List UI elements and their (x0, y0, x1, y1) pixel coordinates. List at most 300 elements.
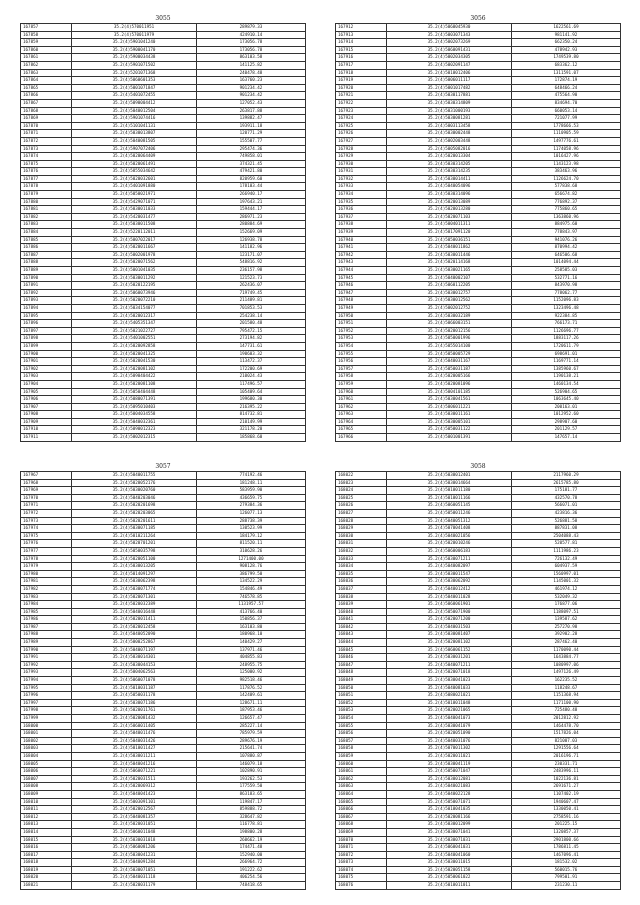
amount-cell: 423816.36 (512, 509, 621, 517)
table-row (21, 563, 306, 571)
amount-cell: 117876.52 (197, 684, 306, 692)
row-id-cell: 167868 (21, 107, 72, 115)
amount-cell: 163760.23 (197, 77, 306, 85)
code-cell: 35.2(4)5030041079 (387, 722, 512, 730)
amount-cell: 1385960.67 (512, 365, 621, 373)
row-id-cell: 167973 (21, 517, 72, 525)
amount-cell: 778062.77 (512, 289, 621, 297)
amount-cell: 526904.65 (512, 388, 621, 396)
table-row (336, 213, 621, 221)
amount-cell: 152940.00 (197, 851, 306, 859)
code-cell: 35.2(4)5030314235 (387, 168, 512, 176)
code-cell: 35.2(4)5040081505 (72, 137, 197, 145)
table-row (336, 84, 621, 92)
amount-cell: 258585.03 (512, 267, 621, 275)
row-id-cell: 168055 (336, 722, 387, 730)
row-id-cell: 167863 (21, 69, 72, 77)
amount-cell: 191222.62 (197, 866, 306, 874)
amount-cell: 289879.33 (197, 24, 306, 32)
amount-cell: 1188097.51 (512, 608, 621, 616)
row-id-cell: 167859 (21, 39, 72, 47)
amount-cell: 328647.82 (197, 813, 306, 821)
amount-cell: 210149.99 (197, 418, 306, 426)
amount-cell: 201225.15 (512, 821, 621, 829)
amount-cell: 128671.11 (197, 699, 306, 707)
amount-cell: 120771.29 (197, 130, 306, 138)
amount-cell: 263817.88 (197, 107, 306, 115)
amount-cell: 532771.16 (512, 274, 621, 282)
amount-cell: 863183.65 (197, 790, 306, 798)
amount-cell: 139882.47 (197, 115, 306, 123)
code-cell: 35.2(4)5020051100 (72, 555, 197, 563)
amount-cell: 142409.61 (197, 692, 306, 700)
code-cell: 35.2(4)5060061152 (387, 646, 512, 654)
table-row (336, 722, 621, 730)
code-cell: 35.2(4)5050404448 (72, 388, 197, 396)
table-row (336, 259, 621, 267)
code-cell: 35.2(4)5002012752 (387, 304, 512, 312)
code-cell: 35.2(4)5006011221 (387, 403, 512, 411)
table-row (336, 525, 621, 533)
amount-cell: 901234.42 (197, 92, 306, 100)
amount-cell: 1174058.96 (512, 145, 621, 153)
code-cell: 35.2(4)5066003151 (387, 320, 512, 328)
amount-cell: 726132.49 (512, 555, 621, 563)
table-row (21, 684, 306, 692)
row-id-cell: 168008 (21, 783, 72, 791)
amount-cell: 778843.97 (512, 229, 621, 237)
row-id-cell: 167884 (21, 229, 72, 237)
amount-cell: 200163.01 (512, 403, 621, 411)
row-id-cell: 167966 (336, 434, 387, 442)
amount-cell: 478942.93 (512, 46, 621, 54)
row-id-cell: 167930 (336, 160, 387, 168)
code-cell: 35.2(4)5020061491 (72, 160, 197, 168)
row-id-cell: 167910 (21, 426, 72, 434)
amount-cell: 1291556.64 (512, 745, 621, 753)
amount-cell: 1497776.61 (512, 137, 621, 145)
row-id-cell: 167977 (21, 547, 72, 555)
code-cell: 35.2(4)5030031201 (387, 654, 512, 662)
code-cell: 35.2(4)5020031511 (72, 775, 197, 783)
row-id-cell: 168021 (21, 882, 72, 890)
row-id-cell: 168018 (21, 859, 72, 867)
amount-cell: 548816.92 (197, 259, 306, 267)
code-cell: 35.2(4)5030071185 (72, 525, 197, 533)
row-id-cell: 167869 (21, 115, 72, 123)
row-id-cell: 167918 (336, 69, 387, 77)
table-row (21, 707, 306, 715)
code-cell: 35.2(4)5030011508 (72, 221, 197, 229)
amount-cell: 660053.14 (512, 107, 621, 115)
row-id-cell: 168004 (21, 752, 72, 760)
amount-cell: 155507.77 (197, 137, 306, 145)
amount-cell: 648466.24 (512, 84, 621, 92)
code-cell: 35.2(4)5220112011 (72, 229, 197, 237)
row-id-cell: 167879 (21, 191, 72, 199)
amount-cell: 908128.76 (197, 563, 306, 571)
code-cell: 35.2(4)5001001391 (387, 434, 512, 442)
table-row (336, 46, 621, 54)
code-cell: 35.2(4)5010011048 (387, 699, 512, 707)
table-row (336, 882, 621, 890)
table-row (21, 175, 306, 183)
code-cell: 35.2(4)5060071221 (72, 768, 197, 776)
table-row (21, 502, 306, 510)
row-id-cell: 167968 (21, 479, 72, 487)
amount-cell: 383463.96 (512, 168, 621, 176)
table-row (21, 669, 306, 677)
amount-cell: 1110905.59 (512, 130, 621, 138)
table-row (336, 859, 621, 867)
code-cell: 35.2(4)5050031178 (72, 692, 197, 700)
table-row (336, 99, 621, 107)
table-row (336, 77, 621, 85)
code-cell: 35.2(4)5020012567 (72, 806, 197, 814)
table-row (21, 77, 306, 85)
amount-cell: 184179.12 (197, 532, 306, 540)
amount-cell: 560015.76 (512, 866, 621, 874)
table-row (21, 115, 306, 123)
row-id-cell: 168053 (336, 707, 387, 715)
table-row (336, 623, 621, 631)
amount-cell: 2901800.66 (512, 836, 621, 844)
amount-cell: 1749539.80 (512, 54, 621, 62)
table-row (21, 107, 306, 115)
amount-cell: 1152096.83 (512, 297, 621, 305)
table-row (21, 403, 306, 411)
code-cell: 35.2(4)5040051312 (387, 517, 512, 525)
code-cell: 35.2(4)5030021165 (387, 267, 512, 275)
table-row (336, 168, 621, 176)
table-row (21, 282, 306, 290)
code-cell: 35.2(4)5030014301 (72, 654, 197, 662)
table-row (21, 168, 306, 176)
amount-cell: 1107402.19 (512, 790, 621, 798)
amount-cell: 479421.80 (197, 168, 306, 176)
table-row (336, 434, 621, 442)
table-row (336, 122, 621, 130)
amount-cell: 216395.22 (197, 403, 306, 411)
row-id-cell: 167949 (336, 304, 387, 312)
amount-cell: 843970.98 (512, 282, 621, 290)
row-id-cell: 167979 (21, 563, 72, 571)
amount-cell: 725480.48 (512, 707, 621, 715)
row-id-cell: 167981 (21, 578, 72, 586)
row-id-cell: 168045 (336, 646, 387, 654)
table-row (21, 828, 306, 836)
row-id-cell: 167923 (336, 107, 387, 115)
table-row (336, 585, 621, 593)
table-row (21, 297, 306, 305)
amount-cell: 1467096.41 (512, 851, 621, 859)
code-cell: 35.2(4)5030117881 (387, 92, 512, 100)
code-cell: 35.2(4)5020031051 (72, 821, 197, 829)
amount-cell: 173056.78 (197, 39, 306, 47)
code-cell: 35.2(4)5030314809 (387, 99, 512, 107)
row-id-cell: 167913 (336, 31, 387, 39)
code-cell: 35.2(4)5030041119 (387, 760, 512, 768)
code-cell: 35.2(4)5010031187 (72, 684, 197, 692)
table-row (336, 677, 621, 685)
table-row (336, 760, 621, 768)
amount-cell: 123171.07 (197, 251, 306, 259)
amount-cell: 683362.12 (512, 61, 621, 69)
code-cell: 35.2(4)5040002107 (387, 274, 512, 282)
code-cell: 35.2(4)5070011302 (387, 745, 512, 753)
row-id-cell: 167927 (336, 137, 387, 145)
row-id-cell: 167940 (336, 236, 387, 244)
table-row (336, 289, 621, 297)
table-row (21, 487, 306, 495)
amount-cell: 863103.58 (197, 54, 306, 62)
amount-cell: 254238.14 (197, 312, 306, 320)
table-row (336, 403, 621, 411)
amount-cell: 526881.58 (512, 517, 621, 525)
table-row (21, 646, 306, 654)
table-row (336, 532, 621, 540)
table-row (21, 350, 306, 358)
code-cell: 35.2(4)5040203046 (72, 494, 197, 502)
code-cell: 35.2(4)5030071041 (387, 828, 512, 836)
code-cell: 35.2(4)5080021021 (387, 692, 512, 700)
amount-cell: 884975.60 (512, 221, 621, 229)
amount-cell: 774192.46 (197, 472, 306, 480)
code-cell: 35.2(4)5060601353 (72, 77, 197, 85)
row-id-cell: 167901 (21, 358, 72, 366)
table-row (21, 137, 306, 145)
table-row (21, 92, 306, 100)
table-row (21, 396, 306, 404)
amount-cell: 141182.96 (197, 244, 306, 252)
row-id-cell: 167924 (336, 115, 387, 123)
row-id-cell: 168025 (336, 494, 387, 502)
row-id-cell: 168065 (336, 798, 387, 806)
amount-cell: 181532.02 (512, 859, 621, 867)
table-row (336, 745, 621, 753)
row-id-cell: 167920 (336, 84, 387, 92)
row-id-cell: 168038 (336, 593, 387, 601)
table-row (336, 61, 621, 69)
code-cell: 35.2(4)5030014664 (387, 479, 512, 487)
table-row (21, 289, 306, 297)
amount-cell: 105409.64 (197, 388, 306, 396)
code-cell: 35.2(4)5900034438 (72, 54, 197, 62)
amount-cell: 295474.36 (197, 145, 306, 153)
table-row (21, 479, 306, 487)
amount-cell: 130523.99 (197, 525, 306, 533)
amount-cell: 126077.13 (197, 509, 306, 517)
row-id-cell: 167858 (21, 31, 72, 39)
amount-cell: 193262.53 (197, 775, 306, 783)
code-cell: 35.2(4)5907072406 (72, 145, 197, 153)
code-cell: 35.2(4)5040011862 (387, 244, 512, 252)
row-id-cell: 168067 (336, 813, 387, 821)
table-row (21, 540, 306, 548)
amount-cell: 834694.70 (512, 99, 621, 107)
table-row (21, 608, 306, 616)
row-id-cell: 167992 (21, 661, 72, 669)
amount-cell: 199680.30 (197, 396, 306, 404)
row-id-cell: 168042 (336, 623, 387, 631)
code-cell: 35.2(4)5020081166 (387, 813, 512, 821)
table-row (21, 775, 306, 783)
amount-cell: 1080997.06 (512, 661, 621, 669)
table-row (336, 737, 621, 745)
table-row (336, 646, 621, 654)
row-id-cell: 167969 (21, 487, 72, 495)
table-row (21, 722, 306, 730)
row-id-cell: 167939 (336, 229, 387, 237)
amount-cell: 287462.40 (512, 639, 621, 647)
amount-cell: 1012952.60 (512, 411, 621, 419)
amount-cell: 1063645.40 (512, 396, 621, 404)
amount-cell: 102890.91 (197, 768, 306, 776)
code-cell: 35.2(4)5030014411 (387, 175, 512, 183)
row-id-cell: 167905 (21, 388, 72, 396)
page-number: 3057 (155, 463, 171, 470)
amount-cell: 2758591.16 (512, 813, 621, 821)
row-id-cell: 168024 (336, 487, 387, 495)
code-cell: 35.2(4)5020081102 (387, 639, 512, 647)
code-cell: 35.2(4)5001041035 (72, 267, 197, 275)
row-id-cell: 167892 (21, 289, 72, 297)
code-cell: 35.2(4)5002034305 (387, 54, 512, 62)
code-cell: 35.2(4)5020012156 (387, 327, 512, 335)
table-row (21, 806, 306, 814)
table-row (21, 206, 306, 214)
row-id-cell: 168062 (336, 775, 387, 783)
page-number: 3055 (155, 15, 171, 22)
amount-cell: 134522.29 (197, 578, 306, 586)
amount-cell: 180968.10 (197, 631, 306, 639)
table-row (336, 563, 621, 571)
code-cell: 35.2(4)5020072210 (72, 297, 197, 305)
table-row (336, 821, 621, 829)
row-id-cell: 167922 (336, 99, 387, 107)
code-cell: 35.2(4)5040022128 (387, 790, 512, 798)
table-row (21, 434, 306, 442)
table-row (336, 555, 621, 563)
row-id-cell: 167904 (21, 380, 72, 388)
amount-cell: 197643.21 (197, 198, 306, 206)
code-cell: 35.2(4)5030011446 (387, 251, 512, 259)
amount-cell: 172874.19 (512, 77, 621, 85)
code-cell: 35.2(4)5030012401 (387, 472, 512, 480)
table-row (336, 669, 621, 677)
row-id-cell: 168037 (336, 585, 387, 593)
table-row (336, 715, 621, 723)
amount-cell: 125000.92 (197, 669, 306, 677)
code-cell: 35.2(4)5034154077 (72, 304, 197, 312)
amount-cell: 981141.92 (512, 31, 621, 39)
table-row (336, 707, 621, 715)
amount-cell: 811520.11 (197, 540, 306, 548)
table-row (21, 46, 306, 54)
row-id-cell: 167919 (336, 77, 387, 85)
code-cell: 35.2(4)5010011011 (387, 882, 512, 890)
table-row (336, 160, 621, 168)
code-cell: 35.2(4)5020011021 (387, 752, 512, 760)
code-cell: 35.2(4)5050071900 (387, 608, 512, 616)
row-id-cell: 167964 (336, 418, 387, 426)
code-cell: 35.2(4)5095010403 (72, 403, 197, 411)
row-id-cell: 167957 (336, 365, 387, 373)
amount-cell: 215641.74 (197, 745, 306, 753)
amount-cell: 187953.46 (197, 707, 306, 715)
row-id-cell: 167871 (21, 130, 72, 138)
row-id-cell: 167903 (21, 373, 72, 381)
row-id-cell: 168058 (336, 745, 387, 753)
table-row (21, 677, 306, 685)
table-row (21, 851, 306, 859)
row-id-cell: 167998 (21, 707, 72, 715)
table-row (21, 380, 306, 388)
row-id-cell: 168001 (21, 730, 72, 738)
table-row (336, 244, 621, 252)
table-row (336, 274, 621, 282)
code-cell: 35.2(4)5060073946 (72, 289, 197, 297)
table-row (21, 304, 306, 312)
code-cell: 35.2(4)5040054096 (387, 183, 512, 191)
table-row (21, 509, 306, 517)
code-cell: 35.2(4)5040011755 (72, 472, 197, 480)
table-row (336, 874, 621, 882)
amount-cell: 1786811.45 (512, 844, 621, 852)
row-id-cell: 167897 (21, 327, 72, 335)
table-row (336, 418, 621, 426)
code-cell: 35.2(4)5010011180 (387, 487, 512, 495)
amount-cell: 1271400.00 (197, 555, 306, 563)
table-row (21, 472, 306, 480)
code-cell: 35.2(4)5030081407 (387, 631, 512, 639)
amount-cell: 941076.26 (512, 236, 621, 244)
amount-cell: 178103.44 (197, 183, 306, 191)
table-row (336, 616, 621, 624)
row-id-cell: 167861 (21, 54, 72, 62)
amount-cell: 1330050.41 (512, 806, 621, 814)
row-id-cell: 167900 (21, 350, 72, 358)
row-id-cell: 168048 (336, 669, 387, 677)
code-cell: 35.2(4)5020032389 (72, 601, 197, 609)
table-row (21, 555, 306, 563)
row-id-cell: 167906 (21, 396, 72, 404)
table-row (336, 221, 621, 229)
code-cell: 35.2(4)5020201611 (72, 517, 197, 525)
table-row (336, 692, 621, 700)
table-row (336, 92, 621, 100)
amount-cell: 231230.11 (512, 882, 621, 890)
row-id-cell: 168040 (336, 608, 387, 616)
code-cell: 35.2(4)5010012406 (387, 69, 512, 77)
code-cell: 35.2(4)5060091431 (387, 46, 512, 54)
table-row (21, 365, 306, 373)
row-id-cell: 167857 (21, 24, 72, 32)
row-id-cell: 167914 (336, 39, 387, 47)
table-row (21, 191, 306, 199)
table-row (21, 31, 306, 39)
row-id-cell: 167921 (336, 92, 387, 100)
code-cell: 35.2(4)5020051090 (387, 730, 512, 738)
code-cell: 35.2(4)5070041408 (387, 525, 512, 533)
code-cell: 35.2(4)5020051158 (387, 866, 512, 874)
amount-cell: 719749.45 (197, 289, 306, 297)
amount-cell: 1143123.98 (512, 160, 621, 168)
table-row (336, 654, 621, 662)
code-cell: 35.2(4)5030032189 (387, 312, 512, 320)
table-row (336, 153, 621, 161)
code-cell: 35.2(4)5020021065 (387, 707, 512, 715)
